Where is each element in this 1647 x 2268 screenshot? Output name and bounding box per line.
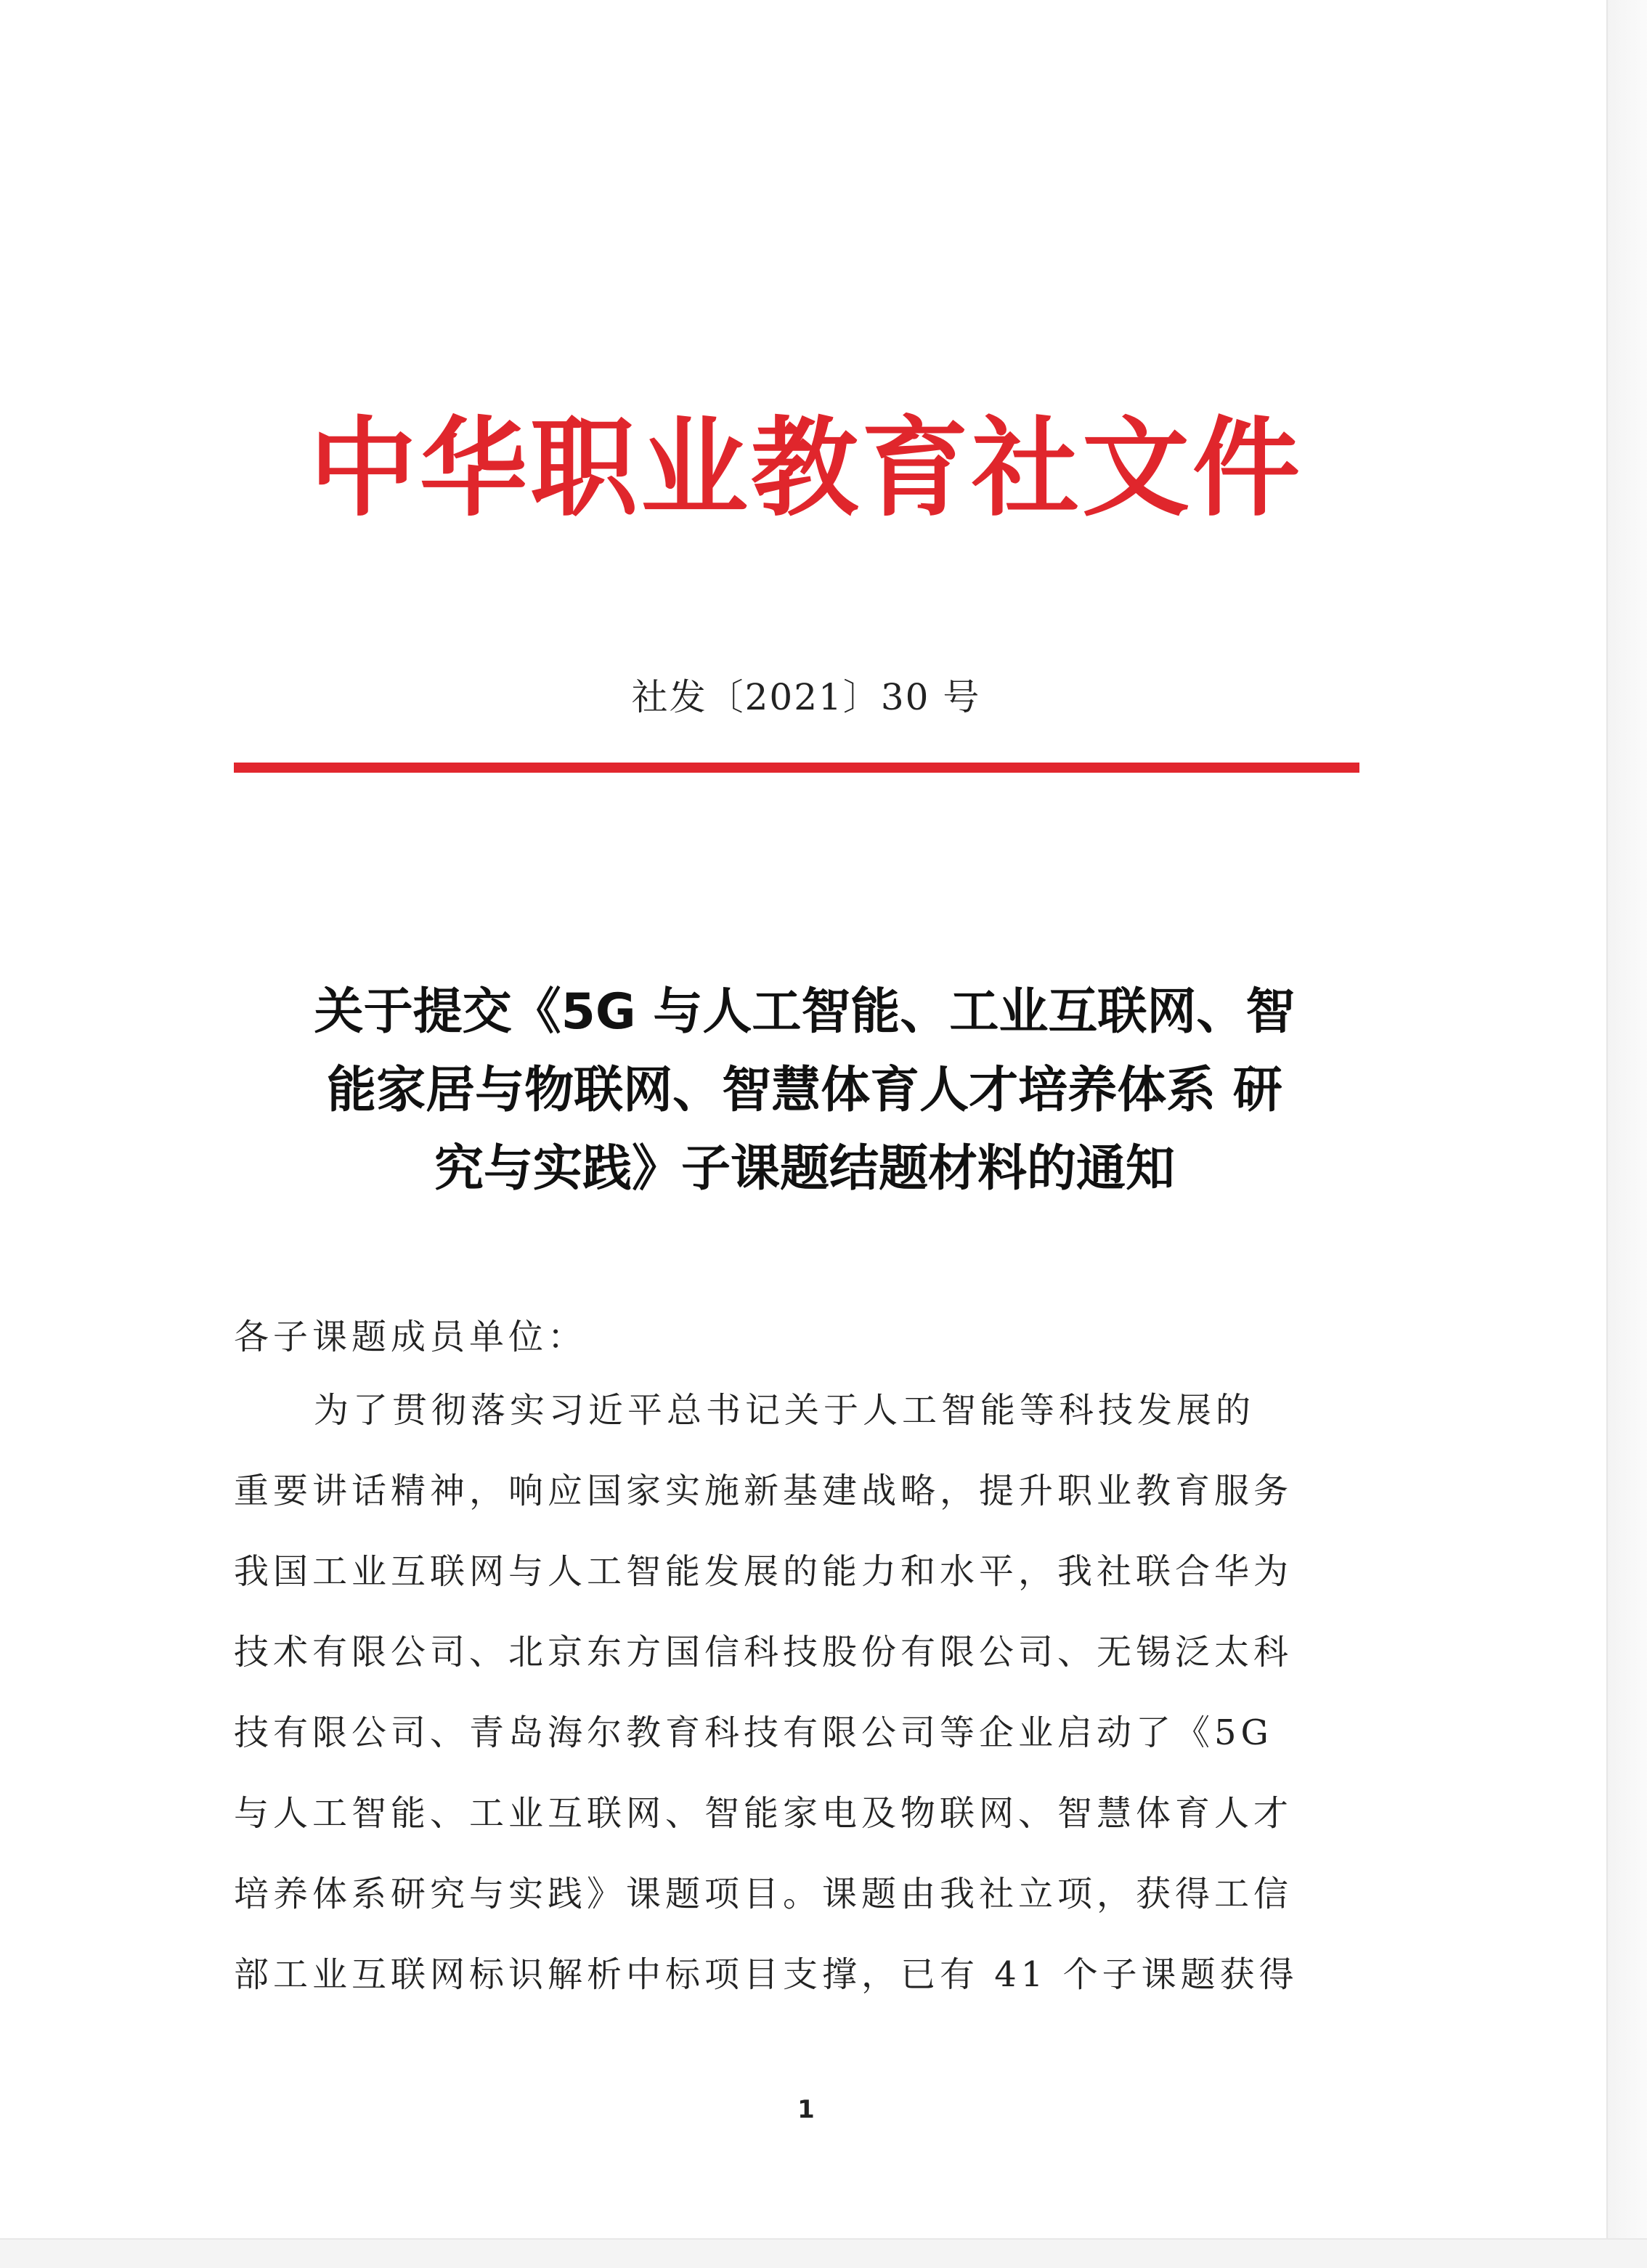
paragraph-line: 重要讲话精神，响应国家实施新基建战略，提升职业教育服务 [234, 1471, 1293, 1511]
notice-title-line: 关于提交《5G 与人工智能、工业互联网、智 [314, 983, 1296, 1041]
masthead-title: 中华职业教育社文件 [309, 406, 1303, 531]
notice-title [231, 973, 1378, 1208]
scan-edge-bottom [0, 2238, 1647, 2268]
paragraph-line: 部工业互联网标识解析中标项目支撑，已有 41 个子课题获得 [234, 1954, 1298, 1995]
paragraph-line: 为了贯彻落实习近平总书记关于人工智能等科技发展的 [314, 1390, 1256, 1431]
notice-title-line: 能家居与物联网、智慧体育人才培养体系 研 [327, 1062, 1282, 1119]
document-number: 社发〔2021〕30 号 [631, 676, 981, 718]
paragraph-line: 技术有限公司、北京东方国信科技股份有限公司、无锡泛太科 [234, 1632, 1293, 1672]
notice-body [234, 1304, 1367, 2015]
red-divider [234, 763, 1359, 773]
salutation: 各子课题成员单位： [234, 1317, 587, 1357]
paragraph-line: 我国工业互联网与人工智能发展的能力和水平，我社联合华为 [234, 1551, 1293, 1592]
paragraph-line: 与人工智能、工业互联网、智能家电及物联网、智慧体育人才 [234, 1793, 1293, 1834]
notice-title-line: 究与实践》子课题结题材料的通知 [434, 1140, 1175, 1198]
paragraph-line: 技有限公司、青岛海尔教育科技有限公司等企业启动了《5G [234, 1712, 1273, 1753]
page-number: 1 [797, 2095, 815, 2124]
paragraph-line: 培养体系研究与实践》课题项目。课题由我社立项，获得工信 [234, 1874, 1293, 1914]
scan-edge-right [1606, 0, 1647, 2267]
